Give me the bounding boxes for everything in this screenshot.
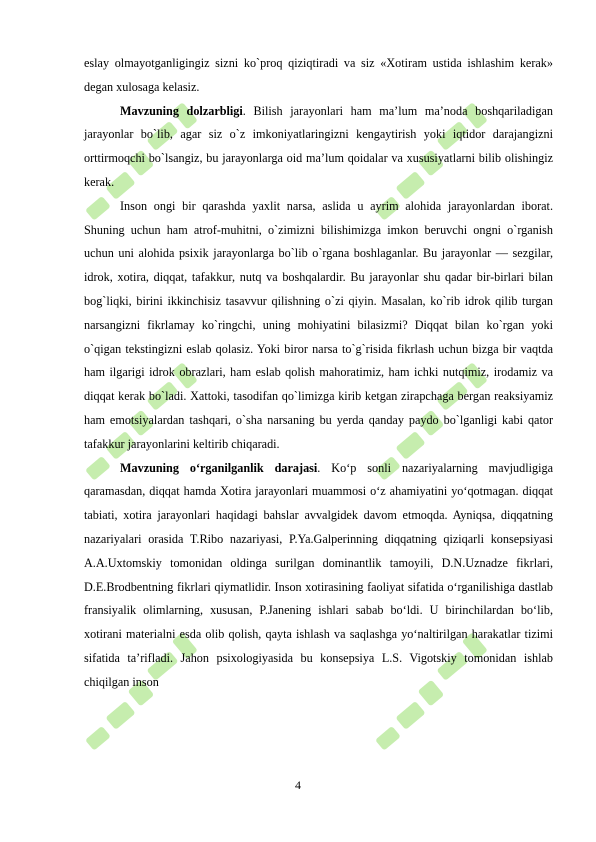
paragraph-text: . Ko‘p sonli nazariyalarning mavjudligiga qaramasdan, diqqat hamda Xotira jarayonlari muammosi o‘z ahamiyatini yo‘qotmagan. diqqat tabiati, xotira jarayonlari haqidagi bahslar avvalgidek davom etmoqda. Ayniqsa, diqqatning nazariyalari orasida T.Ribo nazariyasi, P.Ya.Galperinning diqqatning qiziqarli konsepsiyasi A.A.Uxtomskiy tomonidan oldinga surilgan dominantlik tamoyili, D.N.Uznadze fikrlari, D.E.Brodbentning fikrlari qiymatlidir. Inson xotirasining faoliyat sifatida o‘rganilishiga dastlab fransiyalik olimlarning, xususan, P.Janening ishlari sabab bo‘ldi. U birinchilardan bo‘lib, xotirani materialni esda olib qolish, qayta ishlash va saqlashga yo‘naltirilgan harakatlar tizimi sifatida ta’rifladi. Jahon psixologiyasida bu konsepsiya L.S. Vigotskiy tomonidan ishlab chiqilgan inson bbox=[84, 460, 553, 689]
paragraph-text: Inson ongi bir qarashda yaxlit narsa, aslida u ayrim alohida jarayonlardan iborat. Shuning uchun ham atrof-muhitni, o`zimizni bilishimizga imkon beruvchi ongni o`rganish uchun uni alohida psixik jarayonlarga bo`lib o`rgana boshlaganlar. Bu jarayonlar — sezgilar, idrok, xotira, diqqat, tafakkur, nutq va boshqalardir. Bu jarayonlar shu qadar bir-birlari bilan bog`liqki, birini ikkinchisiz tasavvur qilishning o`zi qiyin. Masalan, ko`rib idrok qilib turgan narsangizni fikrlamay ko`ringchi, uning mohiyatini bilasizmi? Diqqat bilan ko`rgan yoki o`qigan tekstingizni eslab qolasiz. Yoki biror narsa to`g`risida fikrlash uchun bizga bir vaqtda ham ilgarigi idrok obrazlari, ham eslab qolish mahoratimiz, ham ichki nutqimiz, irodamiz va diqqat kerak bo`ladi. Xattoki, tasodifan qo`limizga kirib ketgan zirapchaga bergan reaksiyamiz ham emotsiyalardan tashqari, o`sha narsaning bu yerda qanday paydo bo`lganligi kabi qator tafakkur jarayonlarini keltirib chiqaradi. bbox=[84, 198, 553, 451]
paragraph-2 bbox=[84, 100, 553, 195]
paragraph-text: eslay olmayotganligingiz sizni ko`proq qiziqtiradi va siz «Xotiram ustida ishlashim kerak» degan xulosaga kelasiz. bbox=[84, 56, 553, 94]
section-heading-relevance: Mavzuning dolzarbligi bbox=[120, 103, 243, 118]
paragraph-3 bbox=[84, 195, 553, 457]
page-number: 4 bbox=[295, 778, 301, 792]
paragraph-text: . Bilish jarayonlari ham ma’lum ma’noda boshqariladigan jarayonlar bo`lib, agar siz o`z imkoniyatlaringizni kengaytirish yoki iqtidor darajangizni orttirmoqchi bo`lsangiz, bu jarayonlarga oid ma’lum qoidalar va xususiyatlarni bilib olishingiz kerak. bbox=[84, 103, 553, 189]
paragraph-1 bbox=[84, 52, 553, 100]
paragraph-4 bbox=[84, 457, 553, 695]
document-body bbox=[84, 52, 553, 695]
section-heading-study-level: Mavzuning o‘rganilganlik darajasi bbox=[120, 460, 318, 475]
